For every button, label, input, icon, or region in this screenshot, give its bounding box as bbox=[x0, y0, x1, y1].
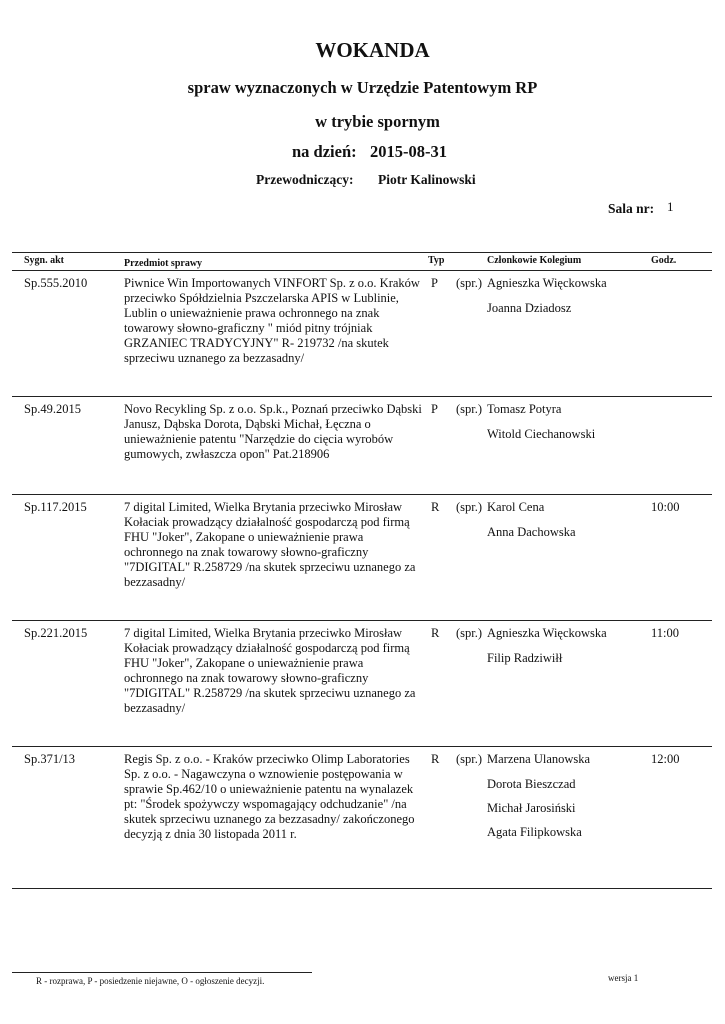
column-header-sygn: Sygn. akt bbox=[24, 255, 65, 266]
room-value: 1 bbox=[667, 199, 674, 214]
case-time: 12:00 bbox=[651, 752, 680, 766]
rapporteur-marker: (spr.) bbox=[456, 276, 483, 290]
proceeding-mode: w trybie spornym bbox=[315, 112, 440, 131]
column-header-subject: Przedmiot sprawy bbox=[124, 258, 203, 269]
row-divider bbox=[12, 620, 712, 621]
case-subject: 7 digital Limited, Wielka Brytania przeciwko Mirosław Kołaciak prowadzący działalność gospodarczą pod firmą FHU "Joker", Zakopane o unieważnienie prawa ochronnego na znak towarowy słowno-graficzny "7DIGITAL" R.258729 /na skutek sprzeciwu uznanego za bezzasadny/ bbox=[124, 500, 416, 589]
case-sygn: Sp.555.2010 bbox=[24, 276, 88, 290]
date-label: na dzień: bbox=[292, 142, 357, 161]
case-subject: Piwnice Win Importowanych VINFORT Sp. z o.o. Kraków przeciwko Spółdzielnia Pszczelarska APIS w Lublinie, Lublin o unieważnienie prawa ochronnego na znak towarowy słowno-graficzny " miód pitny trójniak GRZANIEC TRADYCYJNY" R- 219732 /na skutek sprzeciwu uznanego za bezzasadny/ bbox=[124, 276, 420, 365]
case-sygn: Sp.49.2015 bbox=[24, 402, 81, 416]
case-type: R bbox=[431, 500, 440, 514]
member-name: Karol Cena bbox=[487, 500, 545, 514]
member-name: Dorota Bieszczad bbox=[487, 777, 576, 791]
row-divider bbox=[12, 746, 712, 747]
footer-rule bbox=[12, 972, 312, 973]
case-time: 10:00 bbox=[651, 500, 680, 514]
case-type: R bbox=[431, 752, 440, 766]
table-top-rule bbox=[12, 252, 712, 253]
member-name: Agata Filipkowska bbox=[487, 825, 582, 839]
rapporteur-marker: (spr.) bbox=[456, 402, 483, 416]
case-type: P bbox=[431, 276, 438, 290]
member-name: Agnieszka Więckowska bbox=[487, 276, 607, 290]
table-bottom-rule bbox=[12, 888, 712, 889]
table-header-rule bbox=[12, 270, 712, 271]
case-sygn: Sp.221.2015 bbox=[24, 626, 88, 640]
rapporteur-marker: (spr.) bbox=[456, 500, 483, 514]
page-subtitle: spraw wyznaczonych w Urzędzie Patentowym RP bbox=[187, 78, 538, 97]
case-type: R bbox=[431, 626, 440, 640]
footer-version: wersja 1 bbox=[608, 973, 639, 983]
footer-legend: R - rozprawa, P - posiedzenie niejawne, O - ogłoszenie decyzji. bbox=[36, 976, 265, 986]
member-name: Marzena Ulanowska bbox=[487, 752, 591, 766]
case-subject: Regis Sp. z o.o. - Kraków przeciwko Olimp Laboratories Sp. z o.o. - Nagawczyna o wznowienie postępowania w sprawie Sp.462/10 o unieważnienie patentu na wynalazek pt: "Środek spożywczy wspomagający odchudzanie" /na skutek sprzeciwu uznanego za bezzasadny/ zakończonego decyzją z dnia 30 listopada 2011 r. bbox=[124, 752, 415, 841]
case-type: P bbox=[431, 402, 438, 416]
row-divider bbox=[12, 494, 712, 495]
member-name: Joanna Dziadosz bbox=[487, 301, 572, 315]
column-header-type: Typ bbox=[428, 255, 445, 266]
rapporteur-marker: (spr.) bbox=[456, 752, 483, 766]
case-subject: 7 digital Limited, Wielka Brytania przeciwko Mirosław Kołaciak prowadzący działalność gospodarczą pod firmą FHU "Joker", Zakopane o unieważnienie prawa ochronnego na znak towarowy słowno-graficzny "7DIGITAL" R.258729 /na skutek sprzeciwu uznanego za bezzasadny/ bbox=[124, 626, 416, 715]
row-divider bbox=[12, 396, 712, 397]
page-title: WOKANDA bbox=[315, 38, 430, 62]
rapporteur-marker: (spr.) bbox=[456, 626, 483, 640]
chair-value: Piotr Kalinowski bbox=[378, 172, 476, 187]
case-time: 11:00 bbox=[651, 626, 680, 640]
member-name: Agnieszka Więckowska bbox=[487, 626, 607, 640]
member-name: Tomasz Potyra bbox=[487, 402, 562, 416]
member-name: Anna Dachowska bbox=[487, 525, 576, 539]
column-header-time: Godz. bbox=[651, 255, 677, 266]
member-name: Michał Jarosiński bbox=[487, 801, 576, 815]
case-subject: Novo Recykling Sp. z o.o. Sp.k., Poznań przeciwko Dąbski Janusz, Dąbska Dorota, Dąbski Michał, Łęczna o unieważnienie patentu "Narzędzie do cięcia wyrobów gumowych, zwłaszcza opon" Pat.218906 bbox=[124, 402, 422, 461]
case-sygn: Sp.117.2015 bbox=[24, 500, 87, 514]
column-header-members: Członkowie Kolegium bbox=[487, 255, 582, 266]
date-value: 2015-08-31 bbox=[370, 142, 447, 161]
member-name: Witold Ciechanowski bbox=[487, 427, 596, 441]
room-label: Sala nr: bbox=[608, 201, 655, 216]
case-sygn: Sp.371/13 bbox=[24, 752, 76, 766]
chair-label: Przewodniczący: bbox=[256, 172, 354, 187]
member-name: Filip Radziwiłł bbox=[487, 651, 563, 665]
